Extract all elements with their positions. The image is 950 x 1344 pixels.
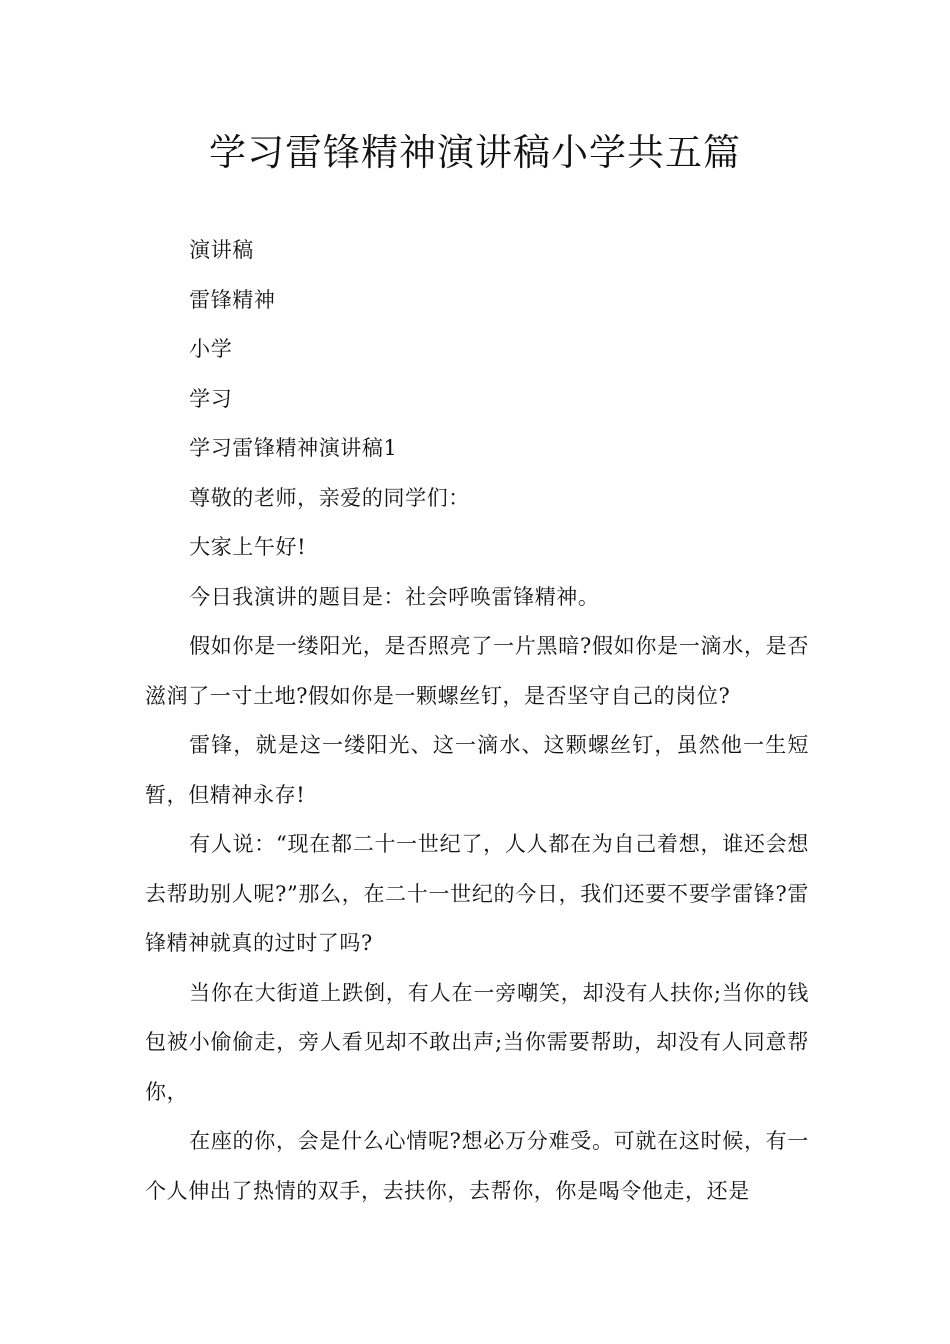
topic-line: 今日我演讲的题目是：社会呼唤雷锋精神。 [189,584,600,609]
keyword-leifeng-spirit: 雷锋精神 [189,287,276,312]
section-heading: 学习雷锋精神演讲稿1 [189,436,398,460]
document-title: 学习雷锋精神演讲稿小学共五篇 [209,131,741,174]
paragraph: 在座的你，会是什么心情呢?想必万分难受。可就在这时候，有一个人伸出了热情的双手，去扶你，去帮你，你是喝令他走，还是 [145,1129,809,1203]
keyword-study: 学习 [189,386,233,411]
paragraph: 当你在大街道上跌倒，有人在一旁嘲笑，却没有人扶你;当你的钱包被小偷偷走，旁人看见却不敢出声;当你需要帮助，却没有人同意帮你， [145,980,809,1104]
keyword-primary-school: 小学 [189,337,233,361]
greeting: 大家上午好! [189,535,307,559]
paragraph: 有人说：“现在都二十一世纪了，人人都在为自己着想，谁还会想去帮助别人呢?”那么，在二十一世纪的今日，我们还要不要学雷锋?雷锋精神就真的过时了吗? [145,832,809,955]
keyword-speech: 演讲稿 [189,238,254,262]
paragraph: 雷锋，就是这一缕阳光、这一滴水、这颗螺丝钉，虽然他一生短暂，但精神永存! [145,733,809,807]
paragraph: 假如你是一缕阳光，是否照亮了一片黑暗?假如你是一滴水，是否滋润了一寸土地?假如你是一颗螺丝钉，是否坚守自己的岗位? [145,634,809,708]
document-body [145,226,809,1216]
salutation: 尊敬的老师，亲爱的同学们： [189,485,470,510]
